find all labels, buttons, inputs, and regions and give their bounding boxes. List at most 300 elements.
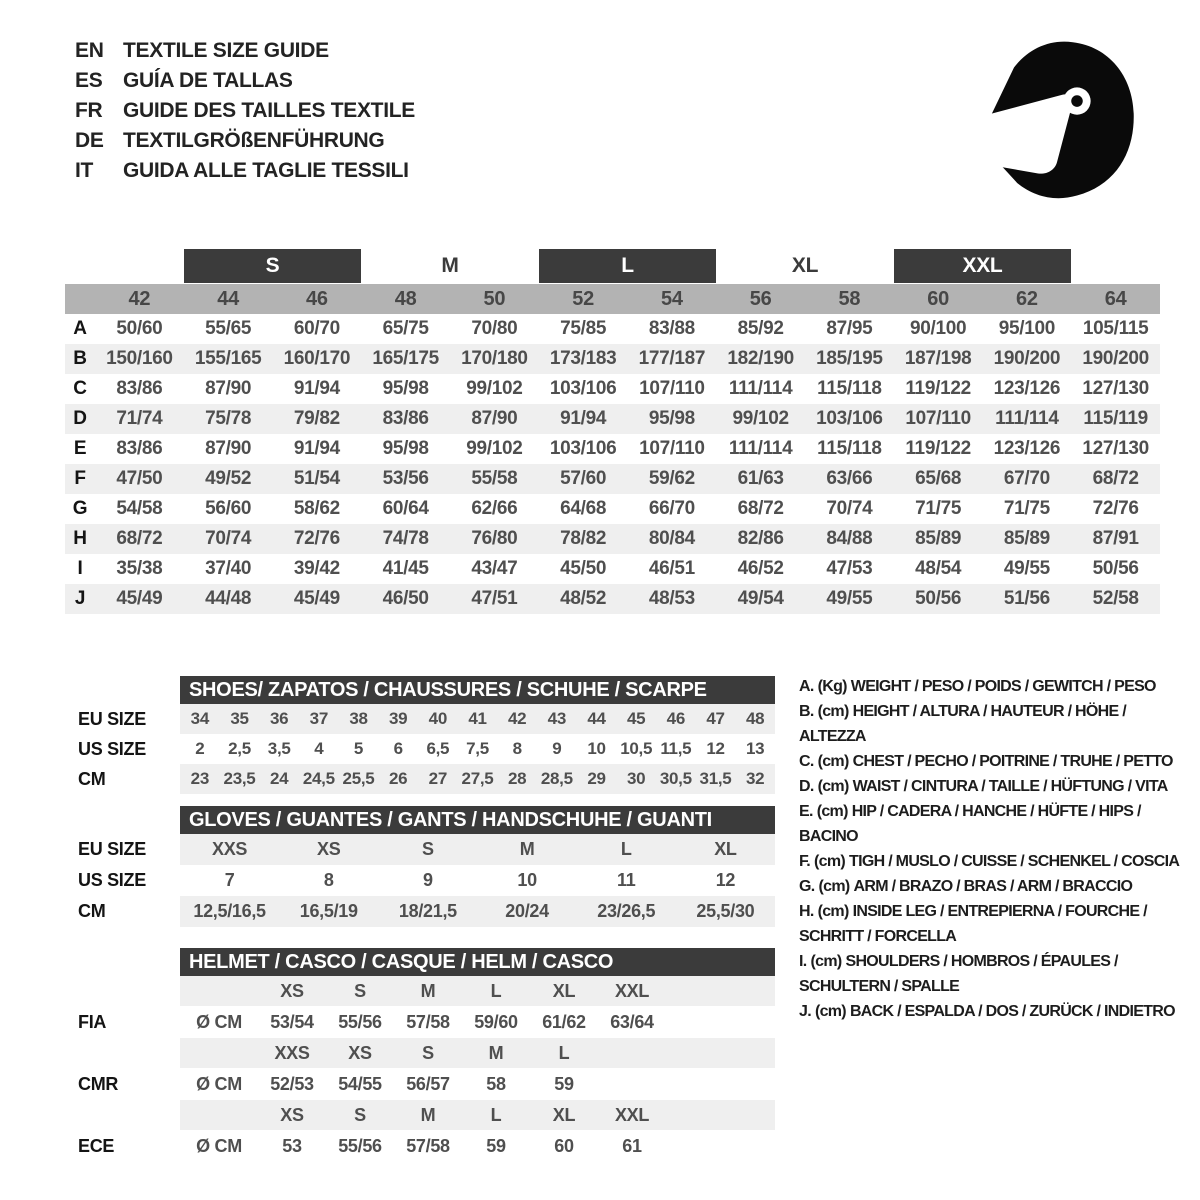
- shoe-size-value: 42: [497, 704, 537, 734]
- shoe-size-value: 28: [497, 764, 537, 794]
- helmet-size-label: XL: [530, 1100, 598, 1130]
- gloves-row: [65, 896, 775, 927]
- language-code: EN: [75, 39, 104, 62]
- row-label: EU SIZE: [78, 708, 146, 729]
- shoe-size-value: 5: [353, 739, 364, 758]
- measurement-row: [65, 584, 1160, 614]
- helmet-body: [65, 976, 775, 1162]
- shoe-size-value: 27,5: [458, 764, 498, 794]
- helmet-size-value: 61/62: [542, 1011, 586, 1032]
- helmet-size-label: XXS: [258, 1038, 326, 1068]
- row-filler: [666, 1100, 775, 1130]
- shoes-row: [65, 764, 775, 794]
- legend-unit: (cm): [810, 953, 842, 970]
- shoe-size-value: 32: [735, 764, 775, 794]
- legend-unit: (cm): [817, 903, 849, 920]
- helmet-size-row: [65, 1038, 775, 1068]
- size-value: 105/115: [1082, 318, 1149, 339]
- size-value: 107/110: [639, 378, 705, 399]
- size-value: 87/95: [826, 318, 873, 339]
- shoe-size-value: 6,5: [426, 739, 450, 758]
- size-value: 99/102: [732, 408, 789, 429]
- language-row: [75, 66, 415, 96]
- numeric-size: 58: [838, 287, 861, 310]
- unit-spacer: [180, 1100, 258, 1130]
- size-value: 99/102: [466, 378, 523, 399]
- shoe-size-value: 24,5: [299, 764, 339, 794]
- row-label: US SIZE: [78, 870, 146, 890]
- size-value: 48/52: [560, 588, 607, 609]
- glove-size-value: XS: [279, 834, 378, 865]
- size-value: 95/98: [382, 378, 429, 399]
- size-value: 45/50: [560, 558, 607, 579]
- glove-size-value: 8: [323, 870, 334, 890]
- shoe-size-value: 26: [378, 764, 418, 794]
- shoe-size-value: 10: [587, 739, 606, 758]
- language-title: GUÍA DE TALLAS: [123, 69, 293, 92]
- shoe-size-value: 43: [537, 704, 577, 734]
- row-label: A: [73, 318, 87, 339]
- legend-key: C.: [799, 753, 814, 770]
- size-value: 150/160: [106, 348, 173, 369]
- standard-label: CMR: [78, 1073, 119, 1094]
- textile-body: [65, 314, 1160, 614]
- helmet-size-value: [598, 1068, 666, 1100]
- helmet-size-label: L: [462, 976, 530, 1006]
- gloves-body: [65, 834, 775, 927]
- shoe-size-value: 31,5: [696, 764, 736, 794]
- helmet-size-value: 56/57: [406, 1073, 450, 1094]
- helmet-size-value: 53: [282, 1135, 302, 1156]
- helmet-size-value: 55/56: [338, 1011, 382, 1032]
- glove-size-value: XL: [676, 834, 775, 865]
- shoe-size-value: 27: [418, 764, 458, 794]
- measurement-row: [65, 494, 1160, 524]
- standard-label: ECE: [78, 1135, 115, 1156]
- size-value: 51/54: [293, 468, 340, 489]
- size-value: 91/94: [293, 378, 340, 399]
- shoe-size-value: 41: [458, 704, 498, 734]
- numeric-size-row: [65, 284, 1160, 314]
- size-value: 111/114: [728, 438, 793, 459]
- language-list: [75, 36, 415, 186]
- shoe-size-value: 35: [220, 704, 260, 734]
- size-value: 173/183: [549, 348, 617, 369]
- glove-size-value: 16,5/19: [279, 896, 378, 927]
- shoe-size-value: 23,5: [220, 764, 260, 794]
- legend-key: D.: [799, 778, 814, 795]
- size-value: 87/90: [471, 408, 518, 429]
- size-value: 50/56: [1092, 558, 1139, 579]
- legend-item: [799, 674, 1199, 699]
- numeric-size: 60: [927, 287, 949, 310]
- label-spacer: [65, 1100, 180, 1130]
- shoe-size-value: 37: [299, 704, 339, 734]
- helmet-value-row: [65, 1130, 775, 1162]
- size-value: 115/118: [817, 378, 882, 399]
- language-code: FR: [75, 99, 103, 122]
- size-value: 80/84: [648, 528, 695, 549]
- shoe-size-value: 47: [696, 704, 736, 734]
- size-value: 91/94: [293, 438, 340, 459]
- helmet-size-value: 52/53: [270, 1073, 314, 1094]
- legend-unit: (cm): [817, 753, 849, 770]
- helmet-size-label: XXL: [598, 976, 666, 1006]
- shoe-size-value: 2: [195, 739, 205, 758]
- gloves-row: [65, 834, 775, 865]
- numeric-size: 44: [217, 287, 239, 310]
- row-label: E: [73, 438, 87, 459]
- size-value: 39/42: [293, 558, 340, 579]
- row-label: J: [74, 588, 86, 609]
- size-value: 115/119: [1083, 408, 1148, 429]
- size-value: 111/114: [995, 408, 1059, 429]
- shoes-body: [65, 704, 775, 794]
- size-value: 79/82: [293, 408, 340, 429]
- shoe-size-value: 36: [259, 704, 299, 734]
- size-value: 75/78: [205, 408, 252, 429]
- size-value: 55/65: [205, 318, 252, 339]
- glove-size-value: 9: [423, 870, 433, 890]
- glove-size-value: L: [577, 834, 676, 865]
- gloves-table-title: GLOVES / GUANTES / GANTS / HANDSCHUHE / GUANTI: [180, 806, 775, 834]
- standard-label: FIA: [78, 1011, 107, 1032]
- helmet-size-label: L: [530, 1038, 598, 1068]
- size-value: 67/70: [1003, 468, 1050, 489]
- diameter-unit: Ø CM: [196, 1011, 242, 1032]
- helmet-size-value: 57/58: [406, 1135, 450, 1156]
- legend-unit: (cm): [816, 803, 848, 820]
- legend-text: WEIGHT / PESO / POIDS / GEWITCH / PESO: [850, 678, 1156, 695]
- shoes-table: [65, 676, 775, 794]
- size-value: 64/68: [560, 498, 607, 519]
- shoe-size-value: 34: [180, 704, 220, 734]
- legend-text: ARM / BRAZO / BRAS / ARM / BRACCIO: [853, 878, 1133, 895]
- shoe-size-value: 40: [418, 704, 458, 734]
- size-value: 107/110: [639, 438, 705, 459]
- language-code: IT: [75, 159, 94, 182]
- size-value: 115/118: [817, 438, 882, 459]
- legend-text: SHOULDERS / HOMBROS / ÉPAULES / SCHULTERN / SPALLE: [799, 953, 1118, 995]
- shoe-size-value: 13: [746, 739, 765, 758]
- helmet-size-value: 55/56: [338, 1135, 382, 1156]
- size-value: 52/58: [1092, 588, 1139, 609]
- gloves-row: [65, 865, 775, 896]
- size-value: 87/91: [1092, 528, 1139, 549]
- size-value: 91/94: [560, 408, 607, 429]
- language-row: [75, 36, 415, 66]
- size-value: 190/200: [993, 348, 1061, 369]
- legend-text: HIP / CADERA / HANCHE / HÜFTE / HIPS / BACINO: [799, 803, 1141, 845]
- size-value: 119/122: [905, 378, 971, 399]
- glove-size-value: 12,5/16,5: [180, 896, 279, 927]
- size-value: 47/53: [826, 558, 873, 579]
- size-value: 55/58: [471, 468, 518, 489]
- shoe-size-value: 48: [735, 704, 775, 734]
- shoe-size-value: 45: [616, 704, 656, 734]
- helmet-size-label: XS: [258, 1100, 326, 1130]
- size-value: 54/58: [116, 498, 163, 519]
- size-value: 74/78: [382, 528, 429, 549]
- size-group-label: M: [441, 254, 459, 277]
- size-value: 65/75: [382, 318, 429, 339]
- language-title: GUIDE DES TAILLES TEXTILE: [123, 99, 415, 122]
- language-code: DE: [75, 129, 104, 152]
- shoe-size-value: 12: [706, 739, 725, 758]
- numeric-size: 48: [394, 287, 417, 310]
- gloves-table: [65, 806, 775, 927]
- helmet-size-value: 59/60: [474, 1011, 518, 1032]
- language-code: ES: [75, 69, 103, 92]
- size-value: 85/89: [915, 528, 962, 549]
- size-value: 59/62: [648, 468, 695, 489]
- size-value: 155/165: [194, 348, 262, 369]
- legend-item: [799, 899, 1199, 949]
- helmet-size-label: XS: [326, 1038, 394, 1068]
- size-value: 56/60: [205, 498, 252, 519]
- glove-size-value: 11: [617, 870, 636, 890]
- helmet-size-label: [598, 1038, 666, 1068]
- diameter-unit: Ø CM: [196, 1135, 242, 1156]
- size-value: 71/74: [116, 408, 163, 429]
- row-filler: [666, 1038, 775, 1068]
- language-row: [75, 126, 415, 156]
- helmet-size-label: S: [326, 1100, 394, 1130]
- helmet-size-value: 54/55: [338, 1073, 382, 1094]
- shoes-table-title: SHOES/ ZAPATOS / CHAUSSURES / SCHUHE / SCARPE: [180, 676, 775, 704]
- size-value: 43/47: [471, 558, 518, 579]
- row-label: EU SIZE: [78, 839, 146, 859]
- language-row: [75, 96, 415, 126]
- size-value: 76/80: [471, 528, 518, 549]
- size-value: 51/56: [1003, 588, 1050, 609]
- size-value: 53/56: [382, 468, 429, 489]
- row-label: G: [72, 498, 88, 519]
- legend-unit: (cm): [817, 778, 849, 795]
- size-value: 45/49: [293, 588, 340, 609]
- measurement-row: [65, 464, 1160, 494]
- size-value: 123/126: [993, 378, 1061, 399]
- legend-item: [799, 999, 1199, 1024]
- size-value: 182/190: [727, 348, 794, 369]
- numeric-size: 50: [483, 287, 506, 310]
- shoe-size-value: 46: [656, 704, 696, 734]
- size-value: 82/86: [737, 528, 784, 549]
- size-value: 160/170: [283, 348, 351, 369]
- size-value: 61/63: [737, 468, 784, 489]
- unit-spacer: [180, 1038, 258, 1068]
- helmet-size-label: XS: [258, 976, 326, 1006]
- glove-size-value: 20/24: [477, 896, 576, 927]
- numeric-size: 64: [1104, 287, 1127, 310]
- helmet-size-label: XL: [530, 976, 598, 1006]
- diameter-unit: Ø CM: [196, 1073, 242, 1094]
- shoe-size-value: 2,5: [228, 739, 251, 758]
- size-value: 103/106: [816, 408, 883, 429]
- shoe-size-value: 8: [512, 739, 522, 758]
- size-value: 44/48: [205, 588, 252, 609]
- legend-text: INSIDE LEG / ENTREPIERNA / FOURCHE / SCHRITT / FORCELLA: [799, 903, 1147, 945]
- legend-key: H.: [799, 903, 814, 920]
- row-label: F: [74, 468, 86, 489]
- size-value: 187/198: [904, 348, 972, 369]
- size-value: 95/98: [382, 438, 429, 459]
- row-label: B: [73, 348, 87, 369]
- size-group-label: XL: [791, 254, 819, 277]
- legend-item: [799, 849, 1199, 874]
- glove-size-value: 12: [715, 870, 736, 890]
- shoe-size-value: 28,5: [537, 764, 577, 794]
- shoe-size-value: 25,5: [339, 764, 379, 794]
- measurement-row: [65, 314, 1160, 344]
- legend-unit: (Kg): [817, 678, 847, 695]
- legend-unit: (cm): [814, 853, 846, 870]
- size-value: 49/55: [826, 588, 873, 609]
- size-value: 60/64: [382, 498, 429, 519]
- size-value: 119/122: [905, 438, 971, 459]
- size-value: 62/66: [471, 498, 518, 519]
- shoe-size-value: 10,5: [620, 739, 653, 758]
- helmet-size-label: M: [394, 1100, 462, 1130]
- size-group-spacer: [65, 249, 184, 283]
- size-value: 123/126: [993, 438, 1061, 459]
- size-value: 103/106: [549, 378, 617, 399]
- size-value: 68/72: [1092, 468, 1139, 489]
- size-value: 127/130: [1082, 378, 1149, 399]
- helmet-size-value: 53/54: [270, 1011, 314, 1032]
- size-value: 48/54: [915, 558, 962, 579]
- size-value: 87/90: [205, 378, 252, 399]
- size-value: 68/72: [116, 528, 163, 549]
- measurement-row: [65, 374, 1160, 404]
- numeric-size: 46: [306, 287, 328, 310]
- size-value: 70/80: [471, 318, 518, 339]
- row-label: I: [77, 558, 83, 579]
- helmet-size-row: [65, 976, 775, 1006]
- size-value: 63/66: [826, 468, 873, 489]
- legend-text: CHEST / PECHO / POITRINE / TRUHE / PETTO: [852, 753, 1173, 770]
- size-value: 37/40: [205, 558, 252, 579]
- legend-text: HEIGHT / ALTURA / HAUTEUR / HÖHE / ALTEZZA: [799, 703, 1126, 745]
- legend-key: G.: [799, 878, 815, 895]
- measurement-row: [65, 554, 1160, 584]
- size-value: 50/60: [116, 318, 163, 339]
- helmet-size-label: S: [326, 976, 394, 1006]
- glove-size-value: XXS: [180, 834, 279, 865]
- shoe-size-value: 39: [378, 704, 418, 734]
- shoe-size-value: 9: [552, 739, 562, 758]
- size-group-label: S: [184, 249, 362, 283]
- size-value: 49/52: [205, 468, 252, 489]
- size-value: 83/88: [648, 318, 695, 339]
- numeric-size: 56: [749, 287, 772, 310]
- row-filler: [666, 1006, 775, 1038]
- size-value: 65/68: [915, 468, 962, 489]
- row-filler: [666, 1068, 775, 1100]
- helmet-size-value: 60: [554, 1135, 574, 1156]
- size-value: 45/49: [116, 588, 163, 609]
- measurement-row: [65, 404, 1160, 434]
- helmet-size-label: L: [462, 1100, 530, 1130]
- size-value: 46/52: [737, 558, 784, 579]
- legend-text: BACK / ESPALDA / DOS / ZURÜCK / INDIETRO: [849, 1003, 1175, 1020]
- size-group-label: L: [539, 249, 717, 283]
- glove-size-value: 25,5/30: [676, 896, 775, 927]
- row-filler: [666, 1130, 775, 1162]
- size-value: 72/76: [293, 528, 340, 549]
- size-value: 170/180: [461, 348, 528, 369]
- shoe-size-value: 29: [577, 764, 617, 794]
- shoes-row: [65, 704, 775, 734]
- helmet-table: [65, 948, 775, 1162]
- helmet-value-row: [65, 1006, 775, 1038]
- size-value: 47/50: [116, 468, 163, 489]
- size-value: 83/86: [116, 438, 163, 459]
- legend-key: J.: [799, 1003, 811, 1020]
- helmet-size-value: 59: [486, 1135, 506, 1156]
- shoe-size-value: 44: [577, 704, 617, 734]
- helmet-table-title: HELMET / CASCO / CASQUE / HELM / CASCO: [180, 948, 775, 976]
- legend-unit: (cm): [817, 703, 849, 720]
- row-filler: [666, 976, 775, 1006]
- helmet-size-label: XXL: [598, 1100, 666, 1130]
- shoe-size-value: 4: [314, 739, 324, 758]
- legend-list: [799, 674, 1199, 1024]
- size-value: 85/92: [737, 318, 784, 339]
- size-value: 46/51: [648, 558, 695, 579]
- size-value: 70/74: [205, 528, 252, 549]
- legend-text: WAIST / CINTURA / TAILLE / HÜFTUNG / VITA: [852, 778, 1168, 795]
- size-value: 103/106: [549, 438, 617, 459]
- size-group-label: XXL: [894, 249, 1072, 283]
- shoe-size-value: 30,5: [656, 764, 696, 794]
- size-value: 47/51: [471, 588, 518, 609]
- size-value: 66/70: [648, 498, 695, 519]
- helmet-size-value: 63/64: [610, 1011, 654, 1032]
- numeric-size: 62: [1016, 287, 1038, 310]
- size-value: 35/38: [116, 558, 163, 579]
- label-spacer: [65, 1038, 180, 1068]
- row-label: US SIZE: [78, 738, 146, 759]
- size-value: 95/98: [648, 408, 695, 429]
- measurement-row: [65, 524, 1160, 554]
- row-label: H: [73, 528, 87, 549]
- shoe-size-value: 3,5: [267, 739, 291, 758]
- size-value: 71/75: [1003, 498, 1050, 519]
- size-value: 49/55: [1003, 558, 1050, 579]
- size-value: 111/114: [728, 378, 793, 399]
- size-value: 107/110: [905, 408, 971, 429]
- size-value: 46/50: [382, 588, 429, 609]
- legend-item: [799, 949, 1199, 999]
- size-value: 49/54: [737, 588, 784, 609]
- textile-size-table: [65, 249, 1160, 614]
- row-label: CM: [78, 901, 106, 921]
- glove-size-value: 7: [224, 870, 235, 890]
- size-value: 72/76: [1092, 498, 1139, 519]
- unit-spacer: [180, 976, 258, 1006]
- language-title: TEXTILGRÖßENFÜHRUNG: [123, 129, 385, 152]
- shoe-size-value: 23: [180, 764, 220, 794]
- size-value: 95/100: [998, 318, 1056, 339]
- legend-key: E.: [799, 803, 813, 820]
- size-value: 71/75: [915, 498, 962, 519]
- size-value: 41/45: [382, 558, 429, 579]
- glove-size-value: 23/26,5: [577, 896, 676, 927]
- size-group-row: [65, 249, 1160, 283]
- helmet-size-value: 61: [622, 1135, 642, 1156]
- numeric-size: 54: [661, 287, 683, 310]
